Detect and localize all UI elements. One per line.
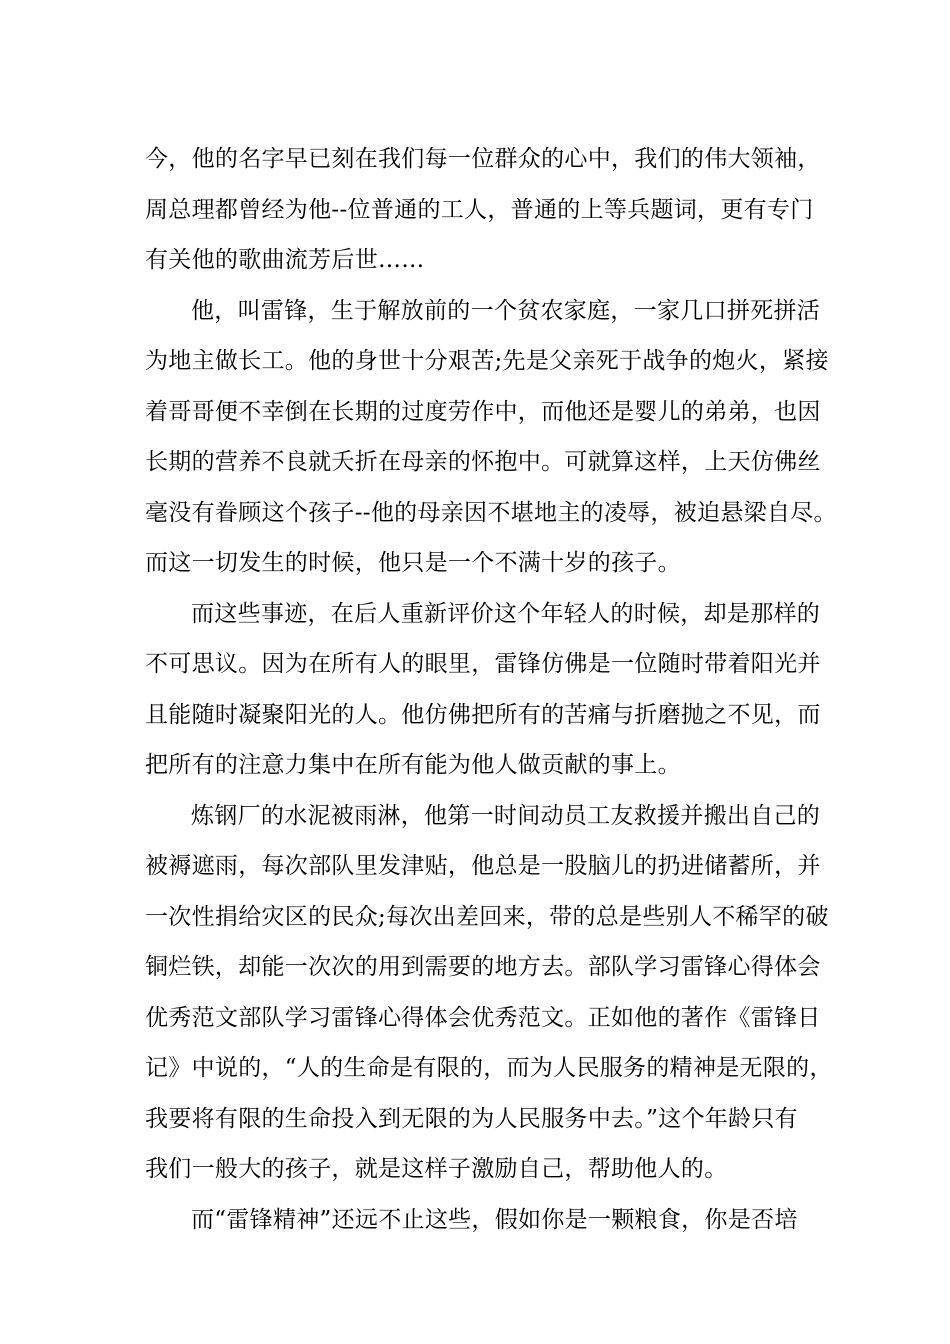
text-line: 把所有的注意力集中在所有能为他人做贡献的事上。: [145, 752, 681, 778]
text-line: 优秀范文部队学习雷锋心得体会优秀范文。正如他的著作《雷锋日: [145, 1004, 821, 1031]
paragraph-start-line: 他，叫雷锋，生于解放前的一个贫农家庭，一家几口拼死拼活: [191, 297, 821, 324]
text-line: 一次性捐给灾区的民众;每次出差回来，带的总是些别人不稀罕的破: [145, 903, 829, 930]
text-line: 着哥哥便不幸倒在长期的过度劳作中，而他还是婴儿的弟弟，也因: [145, 398, 821, 425]
text-line: 毫没有眷顾这个孩子--他的母亲因不堪地主的凌辱，被迫悬梁自尽。: [145, 499, 837, 526]
paragraph-start-line: 而“雷锋精神”还远不止这些，假如你是一颗粮食，你是否培: [191, 1206, 798, 1233]
text-line: 记》中说的，“人的生命是有限的，而为人民服务的精神是无限的，: [145, 1055, 833, 1081]
text-line: 我们一般大的孩子，就是这样子激励自己，帮助他人的。: [145, 1156, 728, 1182]
paragraph-start-line: 而这些事迹，在后人重新评价这个年轻人的时候，却是那样的: [191, 600, 821, 627]
text-line: 铜烂铁，却能一次次的用到需要的地方去。部队学习雷锋心得体会: [145, 954, 821, 980]
text-line: 长期的营养不良就夭折在母亲的怀抱中。可就算这样，上天仿佛丝: [145, 449, 821, 475]
text-line: 且能随时凝聚阳光的人。他仿佛把所有的苦痛与折磨抛之不见，而: [145, 701, 821, 728]
text-line: 周总理都曾经为他--位普通的工人，普通的上等兵题词，更有专门: [145, 196, 814, 223]
text-line: 今，他的名字早已刻在我们每一位群众的心中，我们的伟大领袖，: [145, 146, 821, 172]
text-line: 我要将有限的生命投入到无限的为人民服务中去。”这个年龄只有: [145, 1105, 798, 1132]
article-body: [145, 134, 837, 1245]
text-line: 为地主做长工。他的身世十分艰苦;先是父亲死于战争的炮火，紧接: [145, 348, 829, 374]
text-line: 有关他的歌曲流芳后世……: [145, 247, 425, 273]
text-line: 而这一切发生的时候，他只是一个不满十岁的孩子。: [145, 550, 681, 576]
text-line: 不可思议。因为在所有人的眼里，雷锋仿佛是一位随时带着阳光并: [145, 651, 821, 677]
text-line: 被褥遮雨，每次部队里发津贴，他总是一股脑儿的扔进储蓄所，并: [145, 853, 821, 879]
paragraph-start-line: 炼钢厂的水泥被雨淋，他第一时间动员工友救援并搬出自己的: [191, 802, 821, 829]
